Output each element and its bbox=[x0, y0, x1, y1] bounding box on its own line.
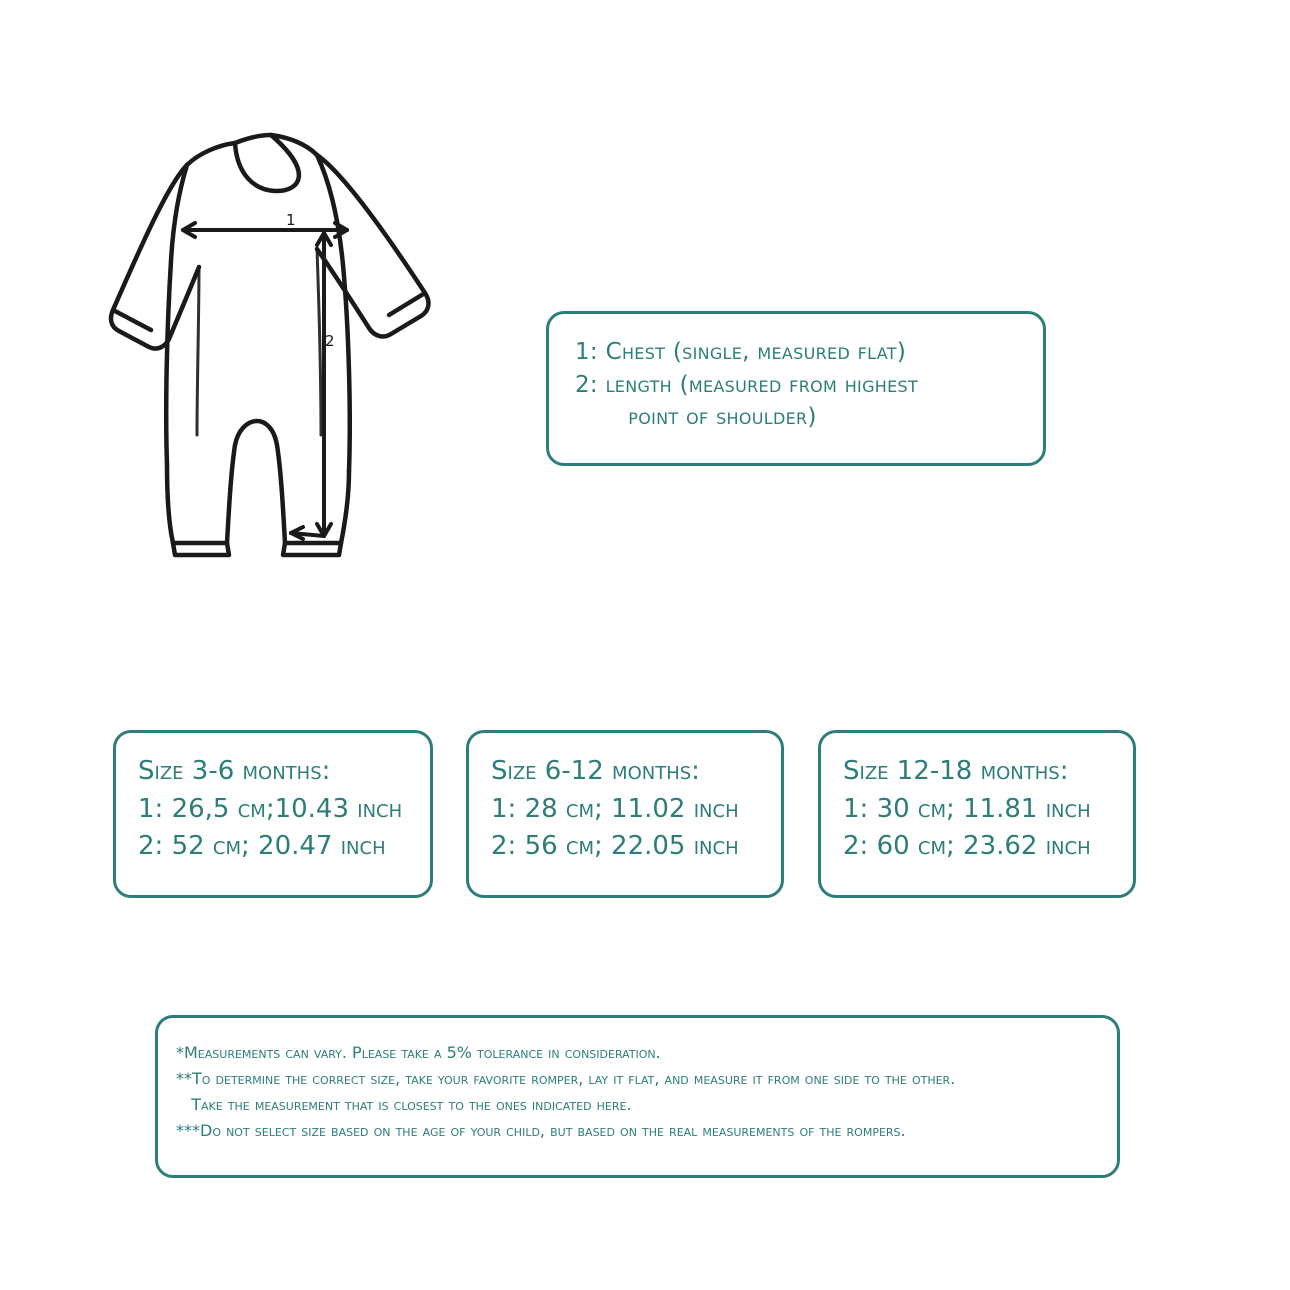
legend-line-length-cont: point of shoulder) bbox=[575, 404, 817, 431]
size-box-3-6-months bbox=[113, 730, 433, 898]
notes-box bbox=[155, 1015, 1120, 1178]
size-title: Size 12-18 months: bbox=[843, 756, 1069, 786]
size-length-value: 2: 56 cm; 22.05 inch bbox=[491, 831, 739, 862]
size-chest-value: 1: 26,5 cm;10.43 inch bbox=[138, 793, 403, 824]
size-chest-value: 1: 28 cm; 11.02 inch bbox=[491, 793, 739, 824]
size-box-6-12-months bbox=[466, 730, 784, 898]
size-title: Size 3-6 months: bbox=[138, 756, 331, 786]
size-chest-value: 1: 30 cm; 11.81 inch bbox=[843, 793, 1091, 824]
note-line: Take the measurement that is closest to the ones indicated here. bbox=[176, 1094, 632, 1114]
size-title: Size 6-12 months: bbox=[491, 756, 700, 786]
legend-box bbox=[546, 311, 1046, 466]
size-length-value: 2: 52 cm; 20.47 inch bbox=[138, 831, 386, 862]
legend-line-length: 2: length (measured from highest bbox=[575, 371, 919, 398]
size-length-value: 2: 60 cm; 23.62 inch bbox=[843, 831, 1091, 862]
measure-label-chest: 1 bbox=[286, 211, 296, 229]
measure-label-length: 2 bbox=[325, 332, 335, 350]
legend-line-chest: 1: Chest (single, measured flat) bbox=[575, 339, 907, 365]
note-line: **To determine the correct size, take your favorite romper, lay it flat, and measure it from one side to the other. bbox=[176, 1068, 956, 1088]
size-box-12-18-months bbox=[818, 730, 1136, 898]
romper-outline-svg bbox=[95, 115, 495, 575]
note-line: ***Do not select size based on the age of your child, but based on the real measurements of the rompers. bbox=[176, 1120, 906, 1140]
note-line: *Measurements can vary. Please take a 5% tolerance in consideration. bbox=[176, 1043, 661, 1062]
romper-illustration bbox=[95, 115, 495, 575]
